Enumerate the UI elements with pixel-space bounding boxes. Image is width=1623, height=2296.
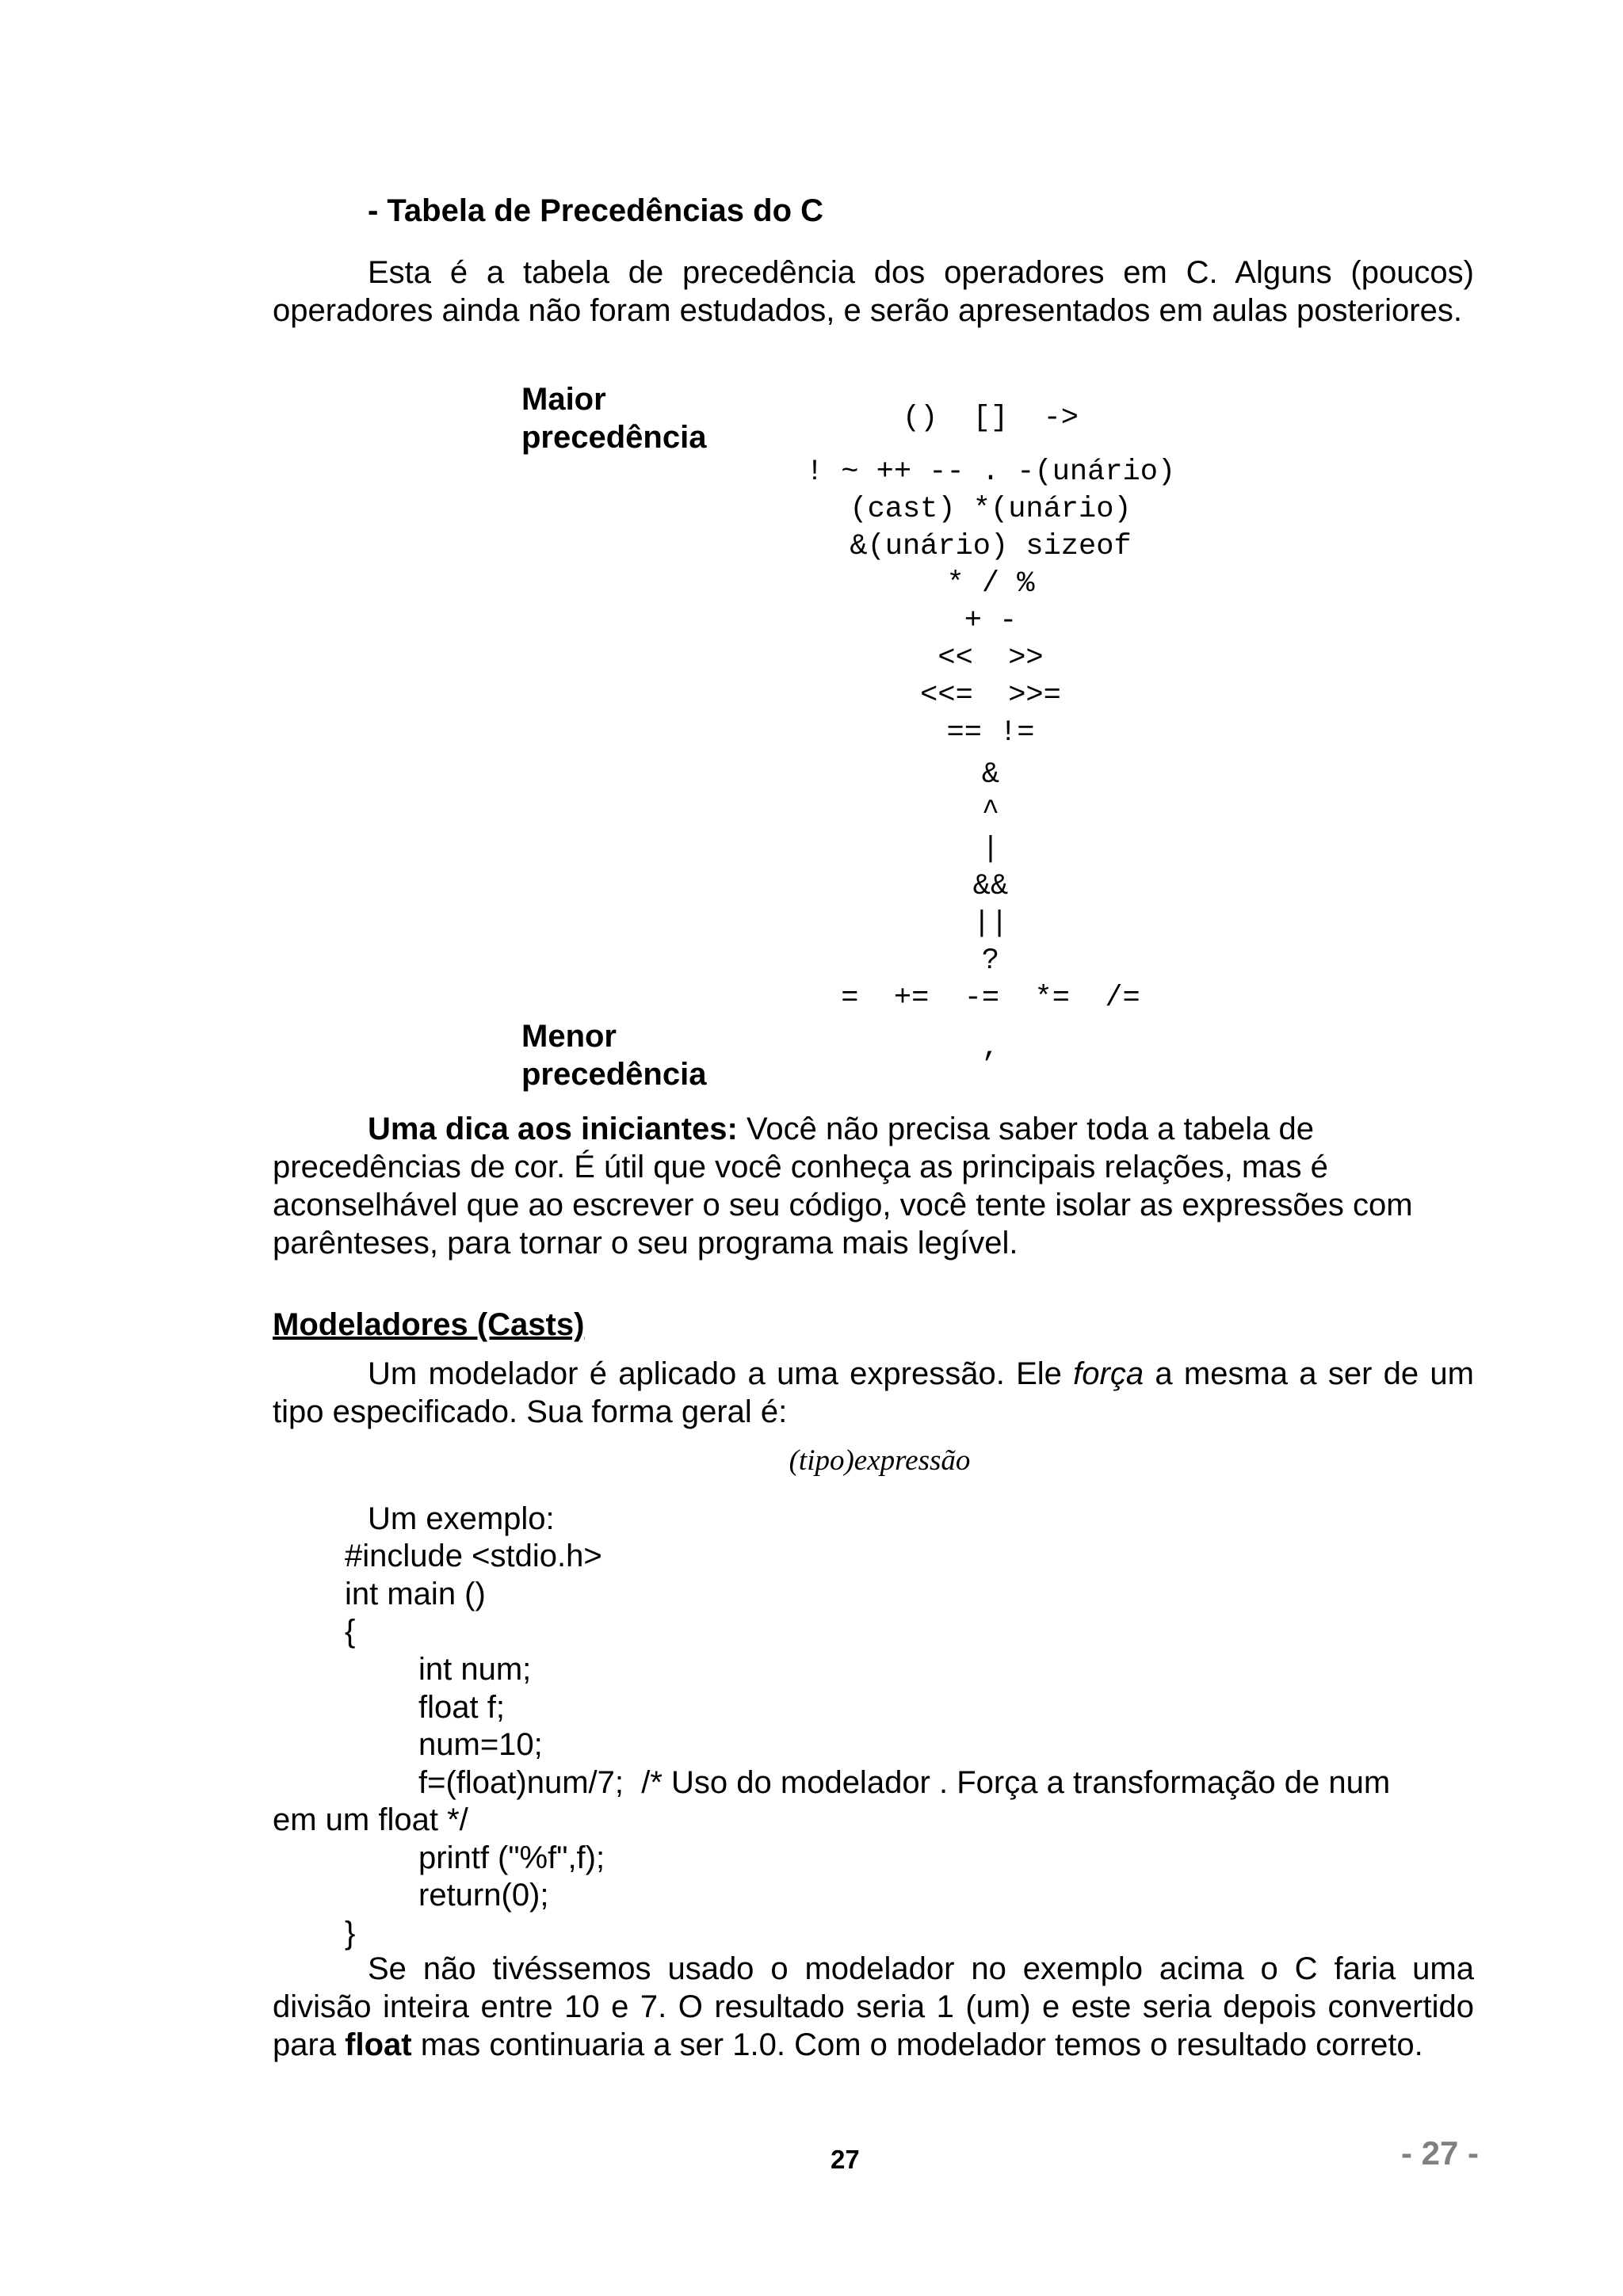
cast-formula: (tipo)expressão	[789, 1444, 971, 1477]
closing-bold: float	[345, 2027, 412, 2062]
precedence-row: = += -= *= /=	[841, 982, 1140, 1015]
casts-heading: Modeladores (Casts)	[273, 1307, 585, 1342]
highest-precedence-label: Maior precedência	[521, 382, 707, 455]
casts-desc-emphasis: força	[1073, 1356, 1144, 1391]
precedence-row: ?	[981, 944, 1000, 978]
intro-text: Esta é a tabela de precedência dos operadores em C. Alguns (poucos) operadores ainda não foram estudados, e serão apresentados em aulas posteriores.	[273, 255, 1474, 328]
tip-lead: Uma dica aos iniciantes:	[368, 1112, 738, 1146]
precedence-row: &&	[972, 870, 1009, 903]
closing-paragraph	[273, 1950, 1474, 2064]
precedence-row: &	[981, 758, 1000, 791]
precedence-row: () [] ->	[902, 402, 1079, 435]
closing-part2: mas continuaria a ser 1.0. Com o modelador temos o resultado correto.	[411, 2027, 1423, 2062]
precedence-row: ^	[981, 795, 1000, 829]
intro-paragraph	[273, 254, 1474, 330]
code-line: num=10;	[418, 1727, 543, 1762]
lowest-precedence-label: Menor precedência	[521, 1019, 707, 1092]
example-label: Um exemplo:	[368, 1501, 555, 1536]
code-line: {	[345, 1614, 356, 1649]
precedence-row: <<= >>=	[920, 679, 1061, 712]
code-line: return(0);	[418, 1878, 549, 1913]
code-line: }	[345, 1916, 356, 1951]
footer-page-label: - 27 -	[1401, 2134, 1480, 2172]
casts-description	[273, 1355, 1474, 1431]
code-line: #include <stdio.h>	[345, 1539, 602, 1573]
tip-text: Você não precisa saber toda a tabela de precedências de cor. É útil que você conheça as principais relações, mas é aconselhável que ao escrever o seu código, você tente isolar as expressões com parênteses, para tornar o seu programa mais legível.	[273, 1112, 1413, 1261]
code-line: int main ()	[345, 1577, 486, 1611]
code-line: int num;	[418, 1652, 532, 1687]
code-line: f=(float)num/7; /* Uso do modelador . Força a transformação de num	[418, 1765, 1391, 1800]
precedence-row: * / %	[946, 567, 1035, 601]
precedence-row: (cast) *(unário)	[850, 493, 1132, 526]
precedence-row: |	[981, 833, 1000, 866]
tip-paragraph	[273, 1110, 1474, 1262]
code-line: float f;	[418, 1690, 505, 1725]
footer-page-number: 27	[831, 2145, 860, 2174]
precedence-row: + -	[964, 605, 1018, 638]
precedence-row: ||	[972, 907, 1009, 940]
precedence-row: << >>	[938, 642, 1044, 675]
closing-part1: Se não tivéssemos usado o modelador no exemplo acima o C faria uma divisão inteira entre 10 e 7. O resultado seria 1 (um) e este seria depois convertido para	[273, 1951, 1474, 2062]
section-title: - Tabela de Precedências do C	[368, 193, 824, 228]
precedence-row: ! ~ ++ -- . -(unário)	[805, 456, 1176, 489]
casts-desc-part2: a mesma a ser de um tipo especificado. Sua forma geral é:	[273, 1356, 1474, 1429]
precedence-row: ,	[981, 1032, 1000, 1065]
code-line: em um float */	[273, 1802, 468, 1837]
code-line: printf ("%f",f);	[418, 1840, 605, 1875]
precedence-row: &(unário) sizeof	[850, 530, 1132, 563]
casts-desc-part1: Um modelador é aplicado a uma expressão. Ele	[368, 1356, 1074, 1391]
precedence-row: == !=	[946, 716, 1035, 749]
